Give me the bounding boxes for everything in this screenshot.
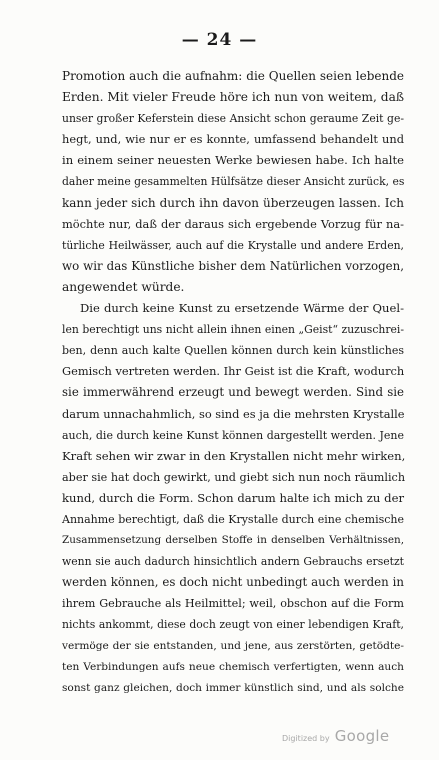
text-line: auch, die durch keine Kunst können dargestellt werden. Jene — [62, 428, 404, 442]
text-line: wenn sie auch dadurch hinsichtlich andern Gebrauchs ersetzt — [62, 555, 404, 569]
text-line: aber sie hat doch gewirkt, und giebt sich nun noch räumlich — [62, 470, 406, 484]
digitized-by-label: Digitized by — [282, 734, 330, 743]
text-line: nichts ankommt, diese doch zeugt von einer lebendigen Kraft, — [62, 618, 404, 632]
text-line: Annahme berechtigt, daß die Krystalle durch eine chemische — [62, 512, 404, 526]
page-number: — 24 — — [181, 30, 258, 50]
text-line: Die durch keine Kunst zu ersetzende Wärme der Quel- — [80, 301, 404, 316]
google-wordmark: Google — [334, 727, 390, 745]
text-line: darum unnachahmlich, so sind es ja die mehrsten Krystalle — [62, 406, 405, 421]
text-line: Erden. Mit vieler Freude höre ich nun von weitem, daß — [62, 90, 404, 105]
text-line: in einem seiner neuesten Werke bewiesen habe. Ich halte — [62, 153, 404, 168]
text-line: Kraft sehen wir zwar in den Krystallen nicht mehr wirken, — [62, 448, 406, 463]
text-line: len berechtigt uns nicht allein ihnen einen „Geist“ zuzuschrei- — [62, 323, 404, 337]
text-line: türliche Heilwässer, auch auf die Krystalle und andere Erden, — [62, 238, 404, 252]
text-line: Zusammensetzung derselben Stoffe in denselben Verhältnissen, — [62, 534, 404, 547]
text-line: wo wir das Künstliche bisher dem Natürlichen vorzogen, — [62, 258, 404, 273]
text-line: ten Verbindungen aufs neue chemisch verfertigten, wenn auch — [62, 660, 404, 673]
text-line: sonst ganz gleichen, doch immer künstlich sind, und als solche — [62, 681, 404, 694]
text-line: kann jeder sich durch ihn davon überzeugen lassen. Ich — [62, 195, 404, 210]
text-line: Promotion auch die aufnahm: die Quellen seien lebende — [62, 69, 404, 83]
text-line: angewendet würde. — [62, 279, 185, 294]
text-line: Gemisch vertreten werden. Ihr Geist ist die Kraft, wodurch — [62, 364, 405, 379]
text-line: sie immerwährend erzeugt und bewegt werden. Sind sie — [62, 385, 404, 400]
paragraph-2 — [62, 298, 404, 699]
paragraph-1 — [62, 66, 404, 298]
page-body — [62, 66, 404, 699]
text-line: hegt, und, wie nur er es konnte, umfassend behandelt und — [62, 132, 404, 147]
text-line: möchte nur, daß der daraus sich ergebende Vorzug für na- — [62, 216, 404, 231]
text-line: ihrem Gebrauche als Heilmittel; weil, obschon auf die Form — [62, 597, 404, 611]
digitized-by-google-watermark — [282, 726, 389, 745]
text-line: kund, durch die Form. Schon darum halte ich mich zu der — [62, 490, 404, 505]
text-line: unser großer Keferstein diese Ansicht schon geraume Zeit ge- — [62, 112, 404, 126]
text-line: vermöge der sie entstanden, und jene, aus zerstörten, getödte- — [62, 639, 404, 652]
text-line: ben, denn auch kalte Quellen können durch kein künstliches — [62, 344, 404, 358]
text-line: werden können, es doch nicht unbedingt auch werden in — [62, 575, 404, 590]
text-line: daher meine gesammelten Hülfsätze dieser Ansicht zurück, es — [62, 175, 405, 189]
